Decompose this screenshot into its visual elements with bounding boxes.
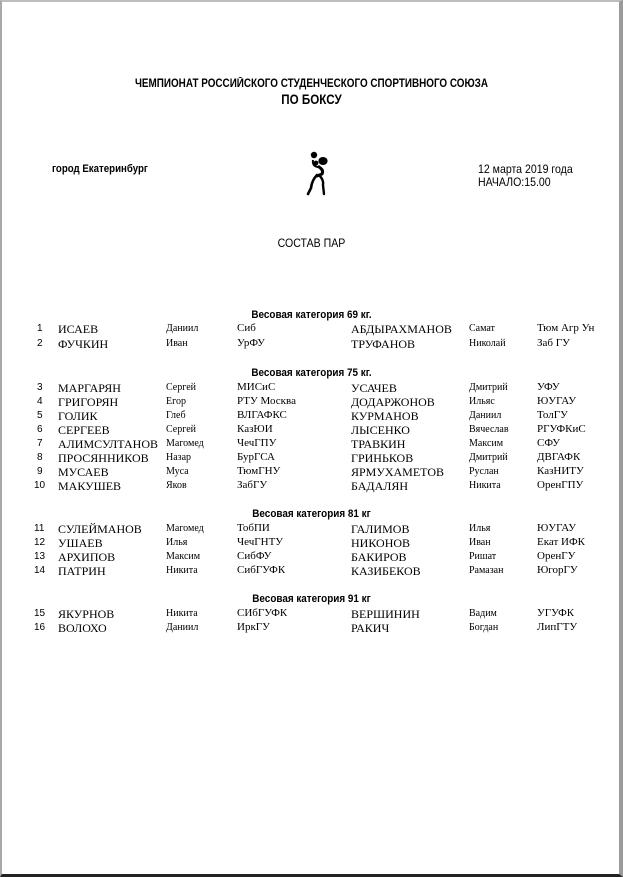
table-row	[0, 423, 623, 437]
boxer1-club: ТюмГНУ	[237, 465, 281, 477]
boxer1-first-name: Максим	[166, 551, 201, 562]
boxer2-first-name: Николай	[469, 338, 506, 349]
boxer1-first-name: Илья	[166, 537, 188, 548]
boxer1-club: ЧечГПУ	[237, 437, 277, 449]
boxer1-first-name: Глеб	[166, 410, 186, 421]
boxer2-first-name: Дмитрий	[469, 382, 508, 393]
boxer2-last-name: АБДЫРАХМАНОВ	[351, 322, 452, 336]
boxer1-last-name: ПРОСЯННИКОВ	[58, 451, 149, 465]
boxer2-last-name: ЛЫСЕНКО	[351, 423, 410, 437]
boxer2-last-name: УСАЧЕВ	[351, 381, 397, 395]
boxer1-last-name: ПАТРИН	[58, 564, 106, 578]
boxer2-first-name: Руслан	[469, 466, 499, 477]
boxer2-last-name: ГРИНЬКОВ	[351, 451, 414, 465]
table-row	[0, 479, 623, 493]
boxer1-club: ЗабГУ	[237, 479, 268, 491]
boxer1-first-name: Даниил	[166, 622, 199, 633]
pair-number: 1	[37, 323, 43, 334]
sport-title: ПО БОКСУ	[281, 92, 342, 107]
boxer1-club: Сиб	[237, 322, 256, 334]
boxer1-club: СибФУ	[237, 550, 272, 562]
boxer1-club: ТобПИ	[237, 522, 270, 534]
start-time: НАЧАЛО:15.00	[478, 175, 551, 189]
boxer2-last-name: КУРМАНОВ	[351, 409, 419, 423]
boxer2-last-name: ГАЛИМОВ	[351, 522, 410, 536]
boxer2-first-name: Самат	[469, 323, 495, 334]
boxer2-last-name: ВЕРШИНИН	[351, 607, 420, 621]
boxer1-first-name: Яков	[166, 480, 187, 491]
table-row	[0, 621, 623, 635]
table-row	[0, 395, 623, 409]
boxer2-club: ОренГУ	[537, 550, 576, 562]
weight-category-title: Весовая категория 81 кг	[252, 508, 371, 520]
boxer2-club: УФУ	[537, 381, 560, 393]
boxer1-last-name: АРХИПОВ	[58, 550, 116, 564]
boxer1-first-name: Иван	[166, 338, 188, 349]
boxer2-last-name: КАЗИБЕКОВ	[351, 564, 421, 578]
pair-number: 9	[37, 466, 43, 477]
pair-number: 3	[37, 382, 43, 393]
table-row	[0, 550, 623, 564]
boxer1-club: СибГУФК	[237, 564, 286, 576]
boxer1-club: ИркГУ	[237, 621, 270, 633]
boxer1-last-name: МАРГАРЯН	[58, 381, 121, 395]
boxer1-first-name: Сергей	[166, 382, 196, 393]
boxer1-first-name: Даниил	[166, 323, 199, 334]
pair-number: 13	[34, 551, 46, 562]
pair-number: 12	[34, 537, 46, 548]
boxer2-first-name: Никита	[469, 480, 501, 491]
table-row	[0, 564, 623, 578]
event-date: 12 марта 2019 года	[478, 162, 573, 176]
pairs-heading: СОСТАВ ПАР	[277, 236, 346, 250]
boxer1-first-name: Сергей	[166, 424, 196, 435]
boxer2-club: ЮгорГУ	[537, 564, 578, 576]
boxer2-first-name: Дмитрий	[469, 452, 508, 463]
table-row	[0, 437, 623, 451]
boxer1-first-name: Магомед	[166, 523, 204, 534]
boxer1-club: БурГСА	[237, 451, 275, 463]
boxer1-first-name: Никита	[166, 565, 198, 576]
weight-category-title: Весовая категория 69 кг.	[251, 309, 372, 321]
boxer2-last-name: ТРАВКИН	[351, 437, 406, 451]
table-row	[0, 465, 623, 479]
boxer2-last-name: ТРУФАНОВ	[351, 337, 416, 351]
city-label: город Екатеринбург	[52, 163, 148, 175]
pair-number: 4	[37, 396, 43, 407]
boxer1-last-name: ЯКУРНОВ	[58, 607, 115, 621]
boxer1-last-name: УШАЕВ	[58, 536, 103, 550]
boxer2-first-name: Ришат	[469, 551, 497, 562]
boxer2-club: ДВГАФК	[537, 451, 581, 463]
boxer1-club: РТУ Москва	[237, 395, 296, 407]
boxer2-last-name: НИКОНОВ	[351, 536, 411, 550]
pair-number: 8	[37, 452, 43, 463]
boxer2-club: ЮУГАУ	[537, 395, 577, 407]
pair-number: 15	[34, 608, 46, 619]
table-row	[0, 522, 623, 536]
pair-number: 10	[34, 480, 46, 491]
boxer2-club: Екат ИФК	[537, 536, 586, 548]
boxer1-last-name: СЕРГЕЕВ	[58, 423, 110, 437]
boxer1-last-name: ИСАЕВ	[58, 322, 99, 336]
pair-number: 6	[37, 424, 43, 435]
boxer2-first-name: Ильяс	[469, 396, 495, 407]
pair-number: 2	[37, 338, 43, 349]
boxer2-last-name: БАКИРОВ	[351, 550, 407, 564]
boxer1-last-name: ФУЧКИН	[58, 337, 109, 351]
boxer1-last-name: АЛИМСУЛТАНОВ	[58, 437, 159, 451]
boxer1-club: МИСиС	[237, 381, 276, 393]
pair-number: 11	[34, 523, 45, 534]
table-row	[0, 451, 623, 465]
boxer1-last-name: МУСАЕВ	[58, 465, 109, 479]
boxer2-club: ЛипГТУ	[537, 621, 578, 633]
boxer2-first-name: Вадим	[469, 608, 497, 619]
boxer1-last-name: ВОЛОХО	[58, 621, 107, 635]
boxer1-last-name: ГРИГОРЯН	[58, 395, 119, 409]
championship-title: ЧЕМПИОНАТ РОССИЙСКОГО СТУДЕНЧЕСКОГО СПОРТИВНОГО СОЮЗА	[134, 78, 489, 90]
boxer2-club: ЮУГАУ	[537, 522, 577, 534]
boxer-pictogram-icon	[300, 150, 340, 198]
boxer1-last-name: МАКУШЕВ	[58, 479, 122, 493]
boxer1-last-name: СУЛЕЙМАНОВ	[58, 522, 142, 536]
boxer2-first-name: Даниил	[469, 410, 502, 421]
boxer2-club: КазНИТУ	[537, 465, 584, 477]
pair-number: 14	[34, 565, 46, 576]
pair-number: 7	[37, 438, 43, 449]
boxer2-first-name: Максим	[469, 438, 504, 449]
boxer1-first-name: Магомед	[166, 438, 204, 449]
boxer2-first-name: Рамазан	[469, 565, 504, 576]
boxer2-last-name: ДОДАРЖОНОВ	[351, 395, 435, 409]
boxer1-club: КазЮИ	[237, 423, 273, 435]
boxer1-last-name: ГОЛИК	[58, 409, 98, 423]
boxer2-first-name: Вячеслав	[469, 424, 509, 435]
boxer2-last-name: РАКИЧ	[351, 621, 390, 635]
pair-number: 5	[37, 410, 43, 421]
boxer2-club: ТолГУ	[537, 409, 568, 421]
boxer2-club: Заб ГУ	[537, 337, 570, 349]
boxer2-club: СФУ	[537, 437, 560, 449]
table-row	[0, 322, 623, 336]
boxer1-first-name: Егор	[166, 396, 186, 407]
boxer2-first-name: Илья	[469, 523, 491, 534]
boxer2-first-name: Иван	[469, 537, 491, 548]
boxer1-first-name: Муса	[166, 466, 189, 477]
table-row	[0, 409, 623, 423]
boxer2-last-name: ЯРМУХАМЕТОВ	[351, 465, 445, 479]
boxer1-club: ЧечГНТУ	[237, 536, 284, 548]
boxer2-club: РГУФКиС	[537, 423, 586, 435]
weight-category-title: Весовая категория 91 кг	[252, 593, 371, 605]
boxer1-club: УрФУ	[237, 337, 265, 349]
boxer2-club: УГУФК	[537, 607, 575, 619]
boxer2-last-name: БАДАЛЯН	[351, 479, 409, 493]
boxer2-club: Тюм Агр Ун	[537, 322, 595, 334]
table-row	[0, 536, 623, 550]
boxer1-club: СИбГУФК	[237, 607, 288, 619]
boxer2-club: ОренГПУ	[537, 479, 584, 491]
boxer1-club: ВЛГАФКС	[237, 409, 287, 421]
boxer1-first-name: Никита	[166, 608, 198, 619]
boxer2-first-name: Богдан	[469, 622, 499, 633]
table-row	[0, 607, 623, 621]
boxer1-first-name: Назар	[166, 452, 192, 463]
table-row	[0, 337, 623, 351]
pair-number: 16	[34, 622, 46, 633]
table-row	[0, 381, 623, 395]
weight-category-title: Весовая категория 75 кг.	[251, 367, 372, 379]
